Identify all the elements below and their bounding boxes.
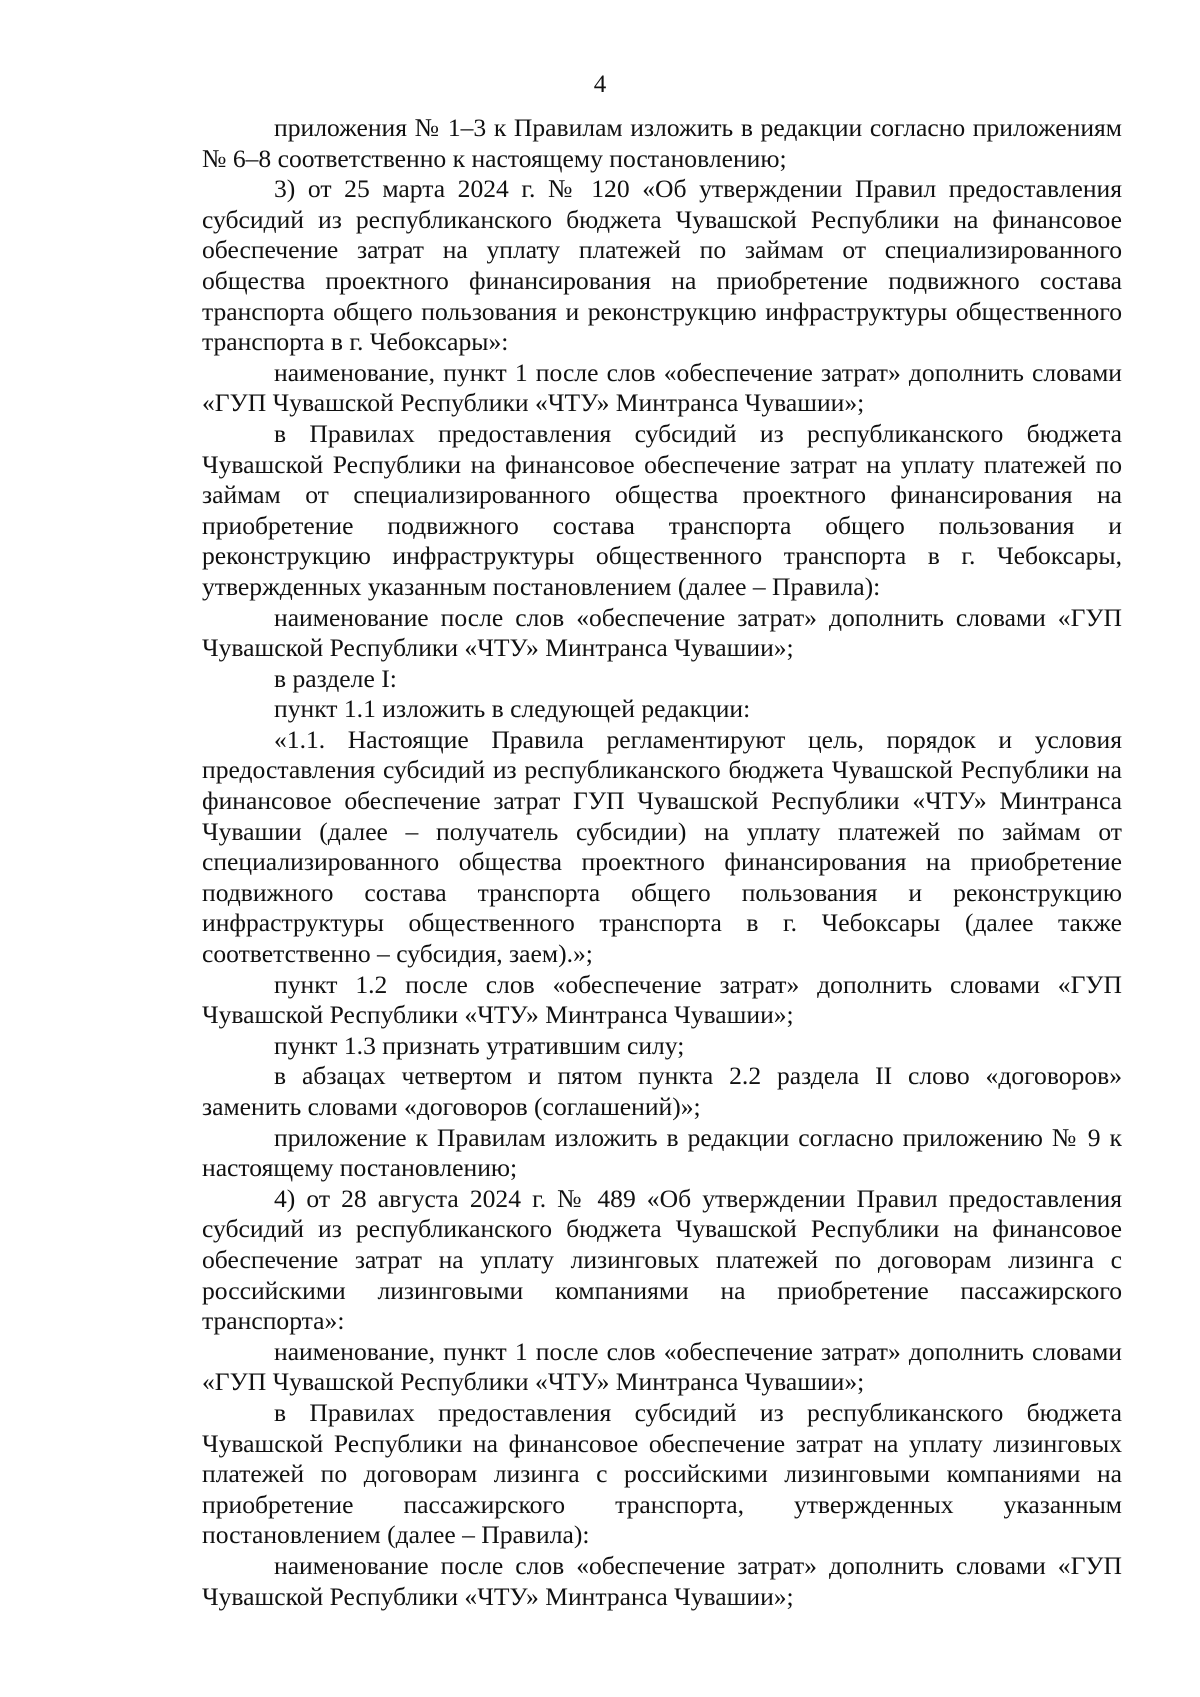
- paragraph: в Правилах предоставления субсидий из республиканского бюджета Чувашской Республики на финансовое обеспечение затрат на уплату платежей по займам от специализированного общества проектного финансирования на приобретение подвижного состава транспорта общего пользования и реконструкцию инфраструктуры общественного транспорта в г. Чебоксары, утвержденных указанным постановлением (далее – Правила):: [202, 418, 1122, 601]
- paragraph: наименование, пункт 1 после слов «обеспечение затрат» дополнить словами «ГУП Чувашской Республики «ЧТУ» Минтранса Чувашии»;: [202, 357, 1122, 418]
- paragraph: в Правилах предоставления субсидий из республиканского бюджета Чувашской Республики на финансовое обеспечение затрат на уплату лизинговых платежей по договорам лизинга с российскими лизинговыми компаниями на приобретение пассажирского транспорта, утвержденных указанным постановлением (далее – Правила):: [202, 1397, 1122, 1550]
- paragraph: в абзацах четвертом и пятом пункта 2.2 раздела II слово «договоров» заменить словами «договоров (соглашений)»;: [202, 1061, 1122, 1121]
- paragraph: в разделе I:: [274, 663, 397, 693]
- page-number: 4: [593, 71, 607, 98]
- paragraph: наименование после слов «обеспечение затрат» дополнить словами «ГУП Чувашской Республики «ЧТУ» Минтранса Чувашии»;: [202, 602, 1122, 663]
- paragraph: наименование, пункт 1 после слов «обеспечение затрат» дополнить словами «ГУП Чувашской Республики «ЧТУ» Минтранса Чувашии»;: [202, 1336, 1122, 1397]
- document-body: [202, 113, 1122, 1612]
- paragraph: 4) от 28 августа 2024 г. № 489 «Об утверждении Правил предоставления субсидий из республиканского бюджета Чувашской Республики на финансовое обеспечение затрат на уплату лизинговых платежей по договорам лизинга с российскими лизинговыми компаниями на приобретение пассажирского транспорта»:: [202, 1183, 1122, 1336]
- paragraph: 3) от 25 марта 2024 г. № 120 «Об утверждении Правил предоставления субсидий из республиканского бюджета Чувашской Республики на финансовое обеспечение затрат на уплату платежей по займам от специализированного общества проектного финансирования на приобретение подвижного состава транспорта общего пользования и реконструкцию инфраструктуры общественного транспорта в г. Чебоксары»:: [202, 174, 1122, 357]
- paragraph: пункт 1.1 изложить в следующей редакции:: [274, 694, 751, 724]
- paragraph: пункт 1.3 признать утратившим силу;: [274, 1030, 685, 1060]
- paragraph: «1.1. Настоящие Правила регламентируют цель, порядок и условия предоставления субсидий из республиканского бюджета Чувашской Республики на финансовое обеспечение затрат ГУП Чувашской Республики «ЧТУ» Минтранса Чувашии (далее – получатель субсидии) на уплату платежей по займам от специализированного общества проектного финансирования на приобретение подвижного состава транспорта общего пользования и реконструкцию инфраструктуры общественного транспорта в г. Чебоксары (далее также соответственно – субсидия, заем).»;: [202, 724, 1122, 969]
- paragraph: наименование после слов «обеспечение затрат» дополнить словами «ГУП Чувашской Республики «ЧТУ» Минтранса Чувашии»;: [202, 1550, 1122, 1611]
- paragraph: приложения № 1–3 к Правилам изложить в редакции согласно приложениям № 6–8 соответственно к настоящему постановлению;: [202, 113, 1122, 173]
- paragraph: приложение к Правилам изложить в редакции согласно приложению № 9 к настоящему постановлению;: [202, 1122, 1122, 1183]
- paragraph: пункт 1.2 после слов «обеспечение затрат» дополнить словами «ГУП Чувашской Республики «ЧТУ» Минтранса Чувашии»;: [202, 969, 1122, 1030]
